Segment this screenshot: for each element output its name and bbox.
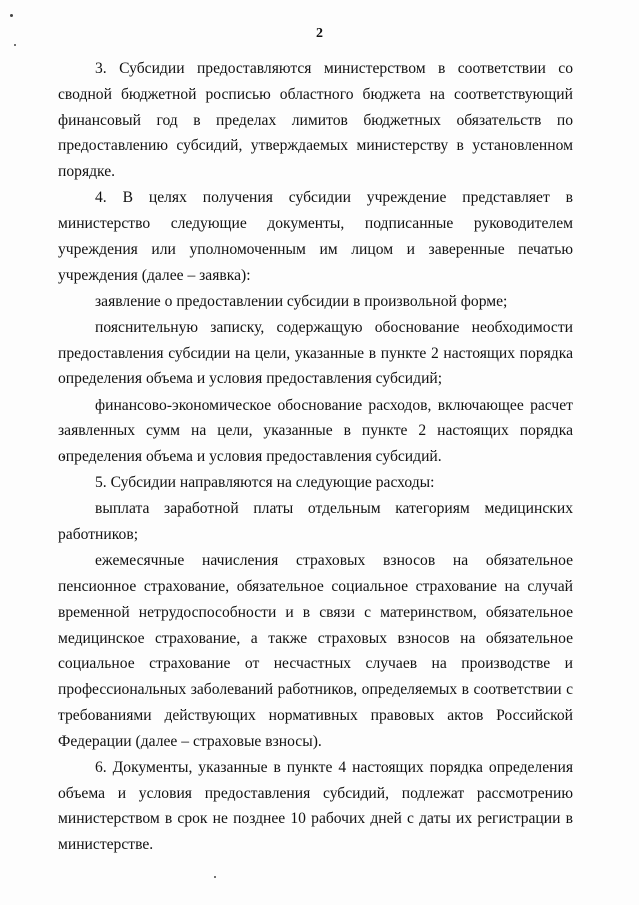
paragraph-5-expense-directions: 5. Субсидии направляются на следующие расходы: bbox=[95, 474, 435, 492]
list-item-financial-justification: финансово-экономическое обоснование расходов, включающее расчет заявленных сумм на цели, указанные в пункте 2 настоящих порядка определения объема и условия предоставления субсидий. bbox=[58, 396, 573, 466]
paragraph-3-subsidies-provision: 3. Субсидии предоставляются министерством в соответствии со сводной бюджетной росписью областного бюджета на соответствующий финансовый год в пределах лимитов бюджетных обязательств по предоставлению субсидий, утверждаемых министерству в установленном порядке. bbox=[58, 60, 573, 181]
scan-speck bbox=[214, 876, 216, 878]
page-number: 2 bbox=[316, 26, 323, 41]
list-item-explanatory-note: пояснительную записку, содержащую обоснование необходимости предоставления субсидии на цели, указанные в пункте 2 настоящих порядка определения объема и условия предоставления субсидий; bbox=[58, 318, 573, 388]
scan-speck bbox=[14, 44, 16, 46]
document-body bbox=[58, 56, 573, 858]
paragraph-4-application-documents: 4. В целях получения субсидии учреждение представляет в министерство следующие документы, подписанные руководителем учреждения или уполномоченным им лицом и заверенные печатью учреждения (далее – заявка): bbox=[58, 189, 573, 284]
list-item-insurance-contributions: ежемесячные начисления страховых взносов на обязательное пенсионное страхование, обязательное социальное страхование на случай временной нетрудоспособности и в связи с материнством, обязательное медицинское страхование, а также страховых взносов на обязательное социальное страхование от несчастных случаев на производстве и профессиональных заболеваний работников, определяемых в соответствии с требованиями действующих нормативных правовых актов Российской Федерации (далее – страховые взносы). bbox=[58, 552, 573, 750]
scan-speck bbox=[10, 14, 13, 17]
list-item-salary-payment: выплата заработной платы отдельным категориям медицинских работников; bbox=[58, 500, 573, 544]
list-item-application-statement: заявление о предоставлении субсидии в произвольной форме; bbox=[95, 292, 508, 310]
paragraph-6-document-review: 6. Документы, указанные в пункте 4 настоящих порядка определения объема и условия предоставления субсидий, подлежат рассмотрению министерством в срок не позднее 10 рабочих дней с даты их регистрации в министерстве. bbox=[58, 758, 573, 854]
